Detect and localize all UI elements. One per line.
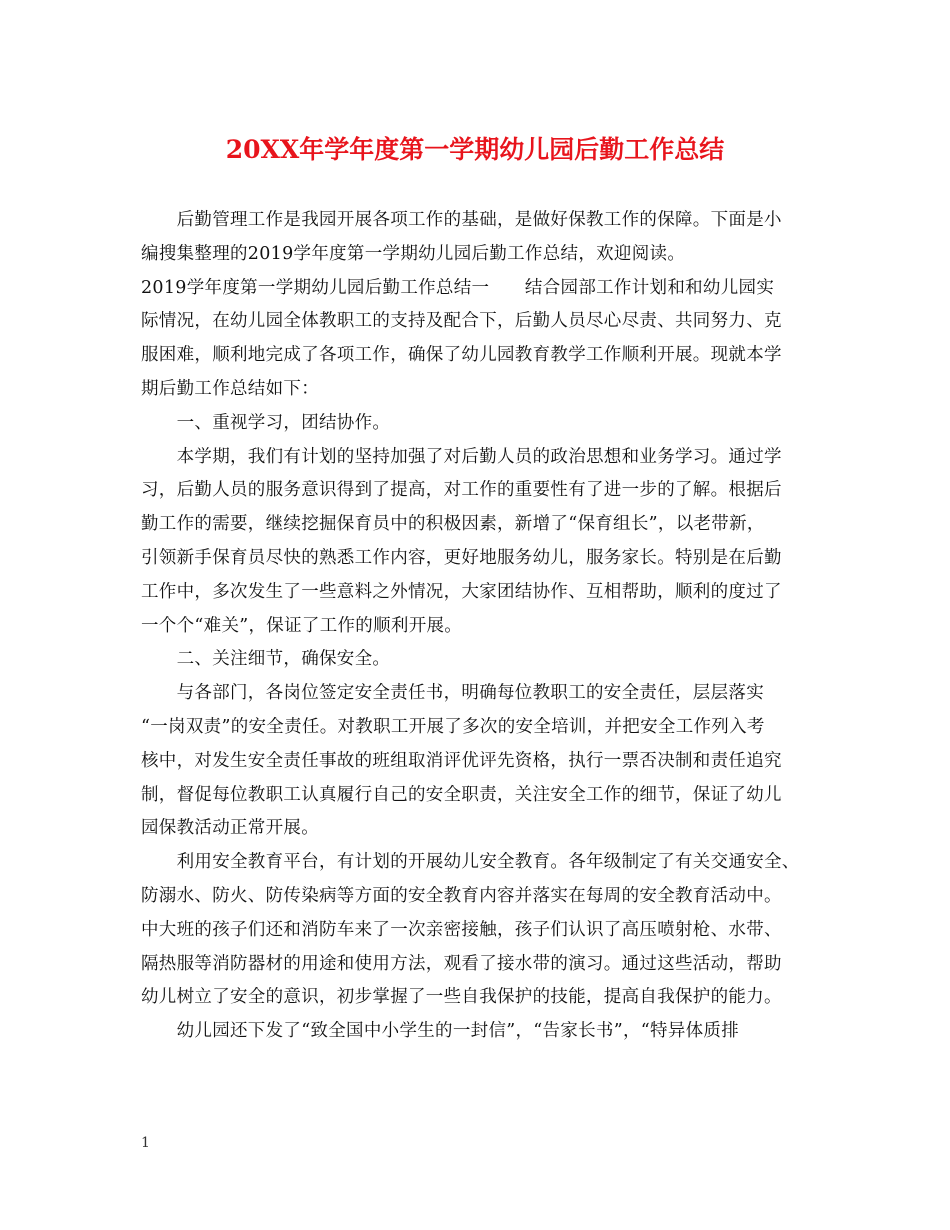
body-line: 服困难，顺利地完成了各项工作，确保了幼儿园教育教学工作顺利开展。现就本学	[141, 345, 782, 366]
body-line: 一、重视学习，团结协作。	[141, 412, 391, 433]
body-line: 后勤管理工作是我园开展各项工作的基础，是做好保教工作的保障。下面是小	[141, 210, 782, 230]
page-number: 1	[141, 1135, 150, 1151]
body-line: 本学期，我们有计划的坚持加强了对后勤人员的政治思想和业务学习。通过学	[141, 446, 782, 467]
body-line: 核中，对发生安全责任事故的班组取消评优评先资格，执行一票否决制和责任追究	[141, 750, 782, 771]
body-line: 与各部门，各岗位签定安全责任书，明确每位教职工的安全责任，层层落实	[141, 683, 764, 704]
body-line: 工作中，多次发生了一些意料之外情况，大家团结协作、互相帮助，顺利的度过了	[141, 581, 782, 602]
body-line: 利用安全教育平台，有计划的开展幼儿安全教育。各年级制定了有关交通安全、	[141, 852, 800, 873]
body-line: 际情况，在幼儿园全体教职工的支持及配合下，后勤人员尽心尽责、共同努力、克	[141, 311, 782, 332]
body-line: 一个个“难关”，保证了工作的顺利开展。	[141, 615, 463, 636]
body-line: 期后勤工作总结如下：	[141, 379, 319, 399]
document-title: 20XX年学年度第一学期幼儿园后勤工作总结	[225, 135, 725, 164]
body-line: 引领新手保育员尽快的熟悉工作内容，更好地服务幼儿，服务家长。特别是在后勤	[141, 548, 782, 568]
body-line: 幼儿园还下发了“致全国中小学生的一封信”，“告家长书”，“特异体质排	[141, 1021, 740, 1042]
body-line: 制，督促每位教职工认真履行自己的安全职责，关注安全工作的细节，保证了幼儿	[141, 784, 782, 805]
body-line: 防溺水、防火、防传染病等方面的安全教育内容并落实在每周的安全教育活动中。	[141, 886, 782, 906]
body-line: 勤工作的需要，继续挖掘保育员中的积极因素，新增了“保育组长”，以老带新，	[141, 514, 765, 535]
body-line: 幼儿树立了安全的意识，初步掌握了一些自我保护的技能，提高自我保护的能力。	[141, 987, 782, 1008]
body-line: 习，后勤人员的服务意识得到了提高，对工作的重要性有了进一步的了解。根据后	[141, 480, 782, 501]
body-line: 编搜集整理的2019学年度第一学期幼儿园后勤工作总结，欢迎阅读。	[141, 243, 686, 264]
body-line: “一岗双责”的安全责任。对教职工开展了多次的安全培训，并把安全工作列入考	[141, 717, 765, 737]
body-line: 园保教活动正常开展。	[141, 818, 319, 839]
body-line: 2019学年度第一学期幼儿园后勤工作总结一 结合园部工作计划和和幼儿园实	[141, 277, 775, 298]
body-line: 二、关注细节，确保安全。	[141, 649, 391, 670]
body-line: 隔热服等消防器材的用途和使用方法，观看了接水带的演习。通过这些活动，帮助	[141, 953, 782, 974]
body-line: 中大班的孩子们还和消防车来了一次亲密接触，孩子们认识了高压喷射枪、水带、	[141, 919, 782, 940]
